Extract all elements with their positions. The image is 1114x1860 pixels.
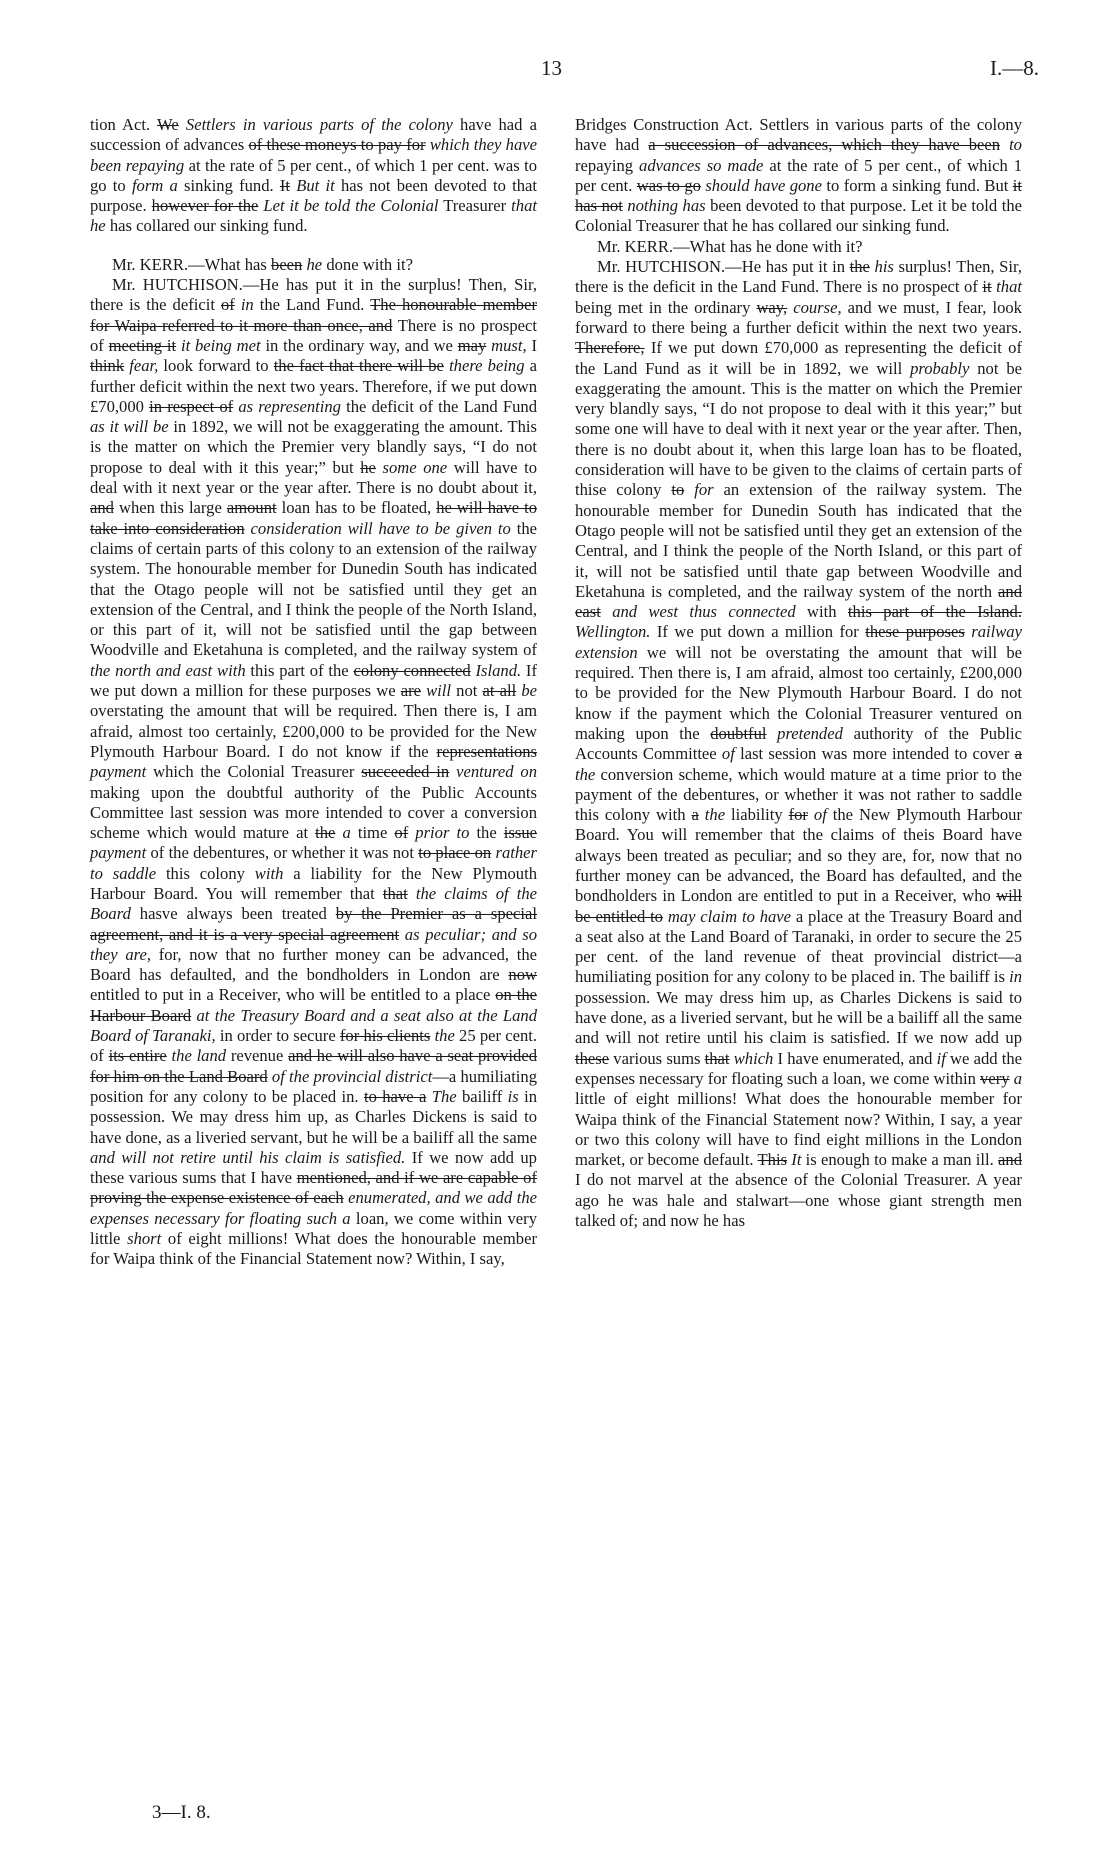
inserted-text: at the Treasury Board and a seat also at the Land Board of Taranaki,	[90, 1005, 537, 1046]
body-text: being met in the ordinary	[575, 297, 757, 317]
body-text: I have enumerated, and	[773, 1048, 937, 1068]
inserted-text: for	[694, 480, 714, 500]
struck-text: in respect of	[149, 396, 234, 416]
body-text: have had a succession of advances	[90, 115, 537, 155]
body-text: the	[469, 823, 504, 843]
body-text: the New Plymouth Harbour Board. You will remember that the claims of theis Board have always been treated as peculiar; and so they are, for, now that no further money can be advanced, the Board has defaulted, and the bondholders in London are entitled to put in a Receiver, who	[575, 805, 1023, 906]
body-text: at the rate of 5 per cent., of which 1 per cent.	[575, 155, 1023, 195]
body-text: Mr. KERR.—What has	[112, 254, 272, 274]
body-text: not be exaggerating the amount. This is the matter on which the Premier very blandly says, “I do not propose to deal with it this year;” but some one will have to deal with it next year or the year after. Then, there is no doubt about it, when this large loan has to be floated, consideration will have to be given to the claims of certain parts of thise colony	[575, 358, 1022, 500]
inserted-text: form a	[131, 175, 178, 195]
inserted-text: which	[733, 1048, 774, 1068]
inserted-text: The	[431, 1086, 457, 1106]
inserted-text: a	[1013, 1068, 1022, 1088]
left-column-revised-text	[90, 115, 537, 1270]
body-text: I do not marvel at the absence of the Colonial Treasurer. A year ago he was hale and stalwart—one whose giant strength men talked of; and now he has	[575, 1170, 1022, 1231]
struck-text: now	[508, 965, 537, 985]
struck-text: We	[157, 115, 179, 134]
body-text: overstating the amount that will be required. Then there is, I am afraid, almost too certainly, £200,000 to be provided for the New Plymouth Harbour Board. I do not know if the	[90, 701, 537, 761]
body-text: not	[451, 681, 483, 701]
body-text: look forward to	[158, 356, 274, 376]
inserted-text: as representing	[238, 396, 341, 416]
inserted-text: Settlers in various parts of the colony	[185, 115, 453, 134]
body-text: sinking fund.	[177, 175, 280, 195]
struck-text: a	[691, 805, 699, 825]
struck-text: and he will also have a seat provided for him on the Land Board	[90, 1046, 537, 1086]
body-text: Mr. HUTCHISON.—He has put it in the surplus! Then, Sir, there is the deficit	[90, 275, 537, 315]
body-text: making upon the doubtful authority of the Public Accounts Committee last session was more intended to cover a conversion scheme which would mature at	[90, 782, 537, 843]
inserted-text: Let it be told the Colonial	[263, 196, 439, 216]
inserted-text: may claim to have	[667, 906, 792, 926]
struck-text: think	[90, 356, 125, 376]
struck-text: of	[220, 295, 235, 315]
inserted-text: in	[240, 295, 254, 315]
struck-text: and	[90, 498, 114, 518]
struck-text: on the Harbour Board	[90, 985, 538, 1025]
inserted-text: railway extension	[575, 622, 1022, 662]
body-text: we will not be overstating the amount that will be required. Then there is, I am afraid, almost too certainly, £200,000 to be provided for the New Plymouth Harbour Board. I do not know if the payment which the Colonial Treasurer ventured on making upon the	[575, 642, 1022, 743]
inserted-text: be	[521, 681, 537, 701]
right-column-final-text	[575, 115, 1022, 1231]
body-text: If we put down a million for	[650, 622, 866, 642]
struck-text: very	[980, 1068, 1010, 1088]
body-text	[684, 480, 694, 499]
inserted-text: he	[306, 254, 323, 274]
paragraph	[575, 237, 1022, 257]
body-text: liability	[725, 805, 789, 825]
struck-text: a succession of advances, which they have been	[648, 135, 1001, 155]
inserted-text: short	[127, 1229, 162, 1249]
struck-text: the	[849, 257, 870, 277]
body-text: this part of the	[245, 660, 354, 680]
struck-text: this part of the Island.	[847, 602, 1022, 622]
body-text: Treasurer	[438, 196, 512, 216]
struck-text: its entire	[108, 1046, 167, 1066]
inserted-text: which they have been repaying	[90, 135, 538, 175]
inserted-text: it being met	[180, 335, 261, 355]
inserted-text: the north and east with	[90, 660, 246, 680]
struck-text: Therefore,	[575, 338, 645, 358]
inserted-text: the land	[171, 1046, 227, 1066]
body-text: possession. We may dress him up, as Charles Dickens is said to have done, as a liveried servant, but he will be a bailiff all the same and will not retire until his claim is satisfied. If we now add up	[575, 987, 1022, 1048]
body-text: surplus! Then, Sir, there is the deficit in the Land Fund. There is no prospect of	[575, 257, 1022, 297]
struck-text: and east	[575, 581, 1022, 622]
inserted-text: and west thus connected	[612, 602, 796, 622]
inserted-text: prior to	[415, 823, 470, 843]
body-text: we add the expenses necessary for floating such a loan, we come within	[575, 1048, 1023, 1088]
inserted-text: the	[434, 1026, 455, 1046]
page-number: 13	[541, 56, 562, 80]
inserted-text: payment	[90, 762, 147, 782]
body-text: revenue	[226, 1046, 289, 1066]
body-text: repaying	[575, 155, 640, 175]
body-text: is enough to make a man ill.	[801, 1150, 999, 1170]
inserted-text: some one	[382, 457, 448, 477]
inserted-text: enumerated, and we add the expenses necessary for floating such a	[90, 1188, 537, 1228]
body-text	[376, 458, 383, 477]
paragraph	[90, 115, 537, 237]
page-reference: I.—8.	[990, 56, 1039, 80]
inserted-text: the	[575, 764, 596, 784]
struck-text: these purposes	[865, 622, 965, 642]
signature-mark: 3—I. 8.	[152, 1802, 211, 1823]
struck-text: of	[394, 823, 409, 843]
body-text: has not been devoted to that purpose.	[90, 175, 537, 216]
body-text: the deficit of the Land Fund	[340, 396, 537, 416]
body-text: time	[350, 823, 395, 843]
struck-text: succeeded in	[361, 762, 450, 782]
inserted-text: that he	[90, 196, 537, 236]
body-text: If we put down £70,000 as representing the deficit of the Land Fund as it will be in 1892, we will	[575, 338, 1022, 378]
inserted-text: Wellington.	[575, 622, 651, 642]
body-text	[179, 115, 186, 134]
paragraph	[90, 275, 537, 1270]
struck-text: for his clients	[339, 1026, 431, 1046]
body-text	[408, 884, 416, 903]
struck-text: doubtful	[710, 723, 767, 743]
body-text: will have to deal with it next year or the year after. There is no doubt about it,	[90, 457, 537, 498]
inserted-text: will	[426, 681, 452, 701]
inserted-text: in	[1009, 967, 1022, 987]
inserted-text: fear,	[129, 356, 159, 376]
struck-text: however for the	[151, 196, 259, 216]
body-text: to form a sinking fund. But	[821, 175, 1013, 195]
inserted-text: rather to saddle	[90, 843, 537, 883]
body-text: 25 per cent. of	[90, 1026, 538, 1066]
struck-text: he will have to take into consideration	[90, 498, 538, 538]
struck-text: it	[982, 277, 992, 297]
struck-text: to	[671, 480, 685, 500]
inserted-text: payment	[90, 843, 147, 863]
inserted-text: of the provincial district	[271, 1066, 433, 1086]
body-text: and we must, I fear, look forward to there being a further deficit within the next two years.	[575, 297, 1022, 337]
inserted-text: But it	[296, 175, 335, 195]
struck-text: The honourable member for Waipa referred to it more than once, and	[90, 295, 537, 335]
struck-text: to have a	[363, 1086, 427, 1106]
inserted-text: that	[996, 277, 1022, 297]
struck-text: This	[757, 1150, 788, 1170]
body-text: in 1892, we will not be exaggerating the amount. This is the matter on which the Premier very blandly says, “I do not propose to deal with it this year;” but	[90, 417, 537, 477]
body-text: Bridges Construction Act. Settlers in various parts of the colony have had	[575, 115, 1022, 155]
body-text: little of eight millions! What does the honourable member for Waipa think of the Financial Statement now? Within, I say, a year or two this colony will have to find eight millions in the London market, or become default.	[575, 1089, 1022, 1170]
inserted-text: of	[721, 744, 735, 764]
inserted-text: must,	[491, 335, 527, 355]
struck-text: may	[457, 335, 487, 355]
struck-text: mentioned, and if we are capable of proving the expense existence of each	[90, 1168, 537, 1208]
struck-text: issue	[503, 823, 537, 843]
body-text: loan has to be floated,	[276, 498, 437, 518]
struck-text: by the Premier as a special agreement, and it is a very special agreement	[90, 904, 537, 944]
inserted-text: pretended	[777, 723, 843, 743]
inserted-text: with	[254, 863, 284, 883]
inserted-text: the	[704, 805, 726, 825]
body-text: various sums	[609, 1048, 705, 1068]
struck-text: the	[315, 823, 336, 843]
body-text	[601, 602, 612, 621]
struck-text: these	[575, 1048, 610, 1068]
struck-text: that	[704, 1048, 730, 1068]
inserted-text: as it will be	[90, 417, 169, 437]
body-text: entitled to put in a Receiver, who will be entitled to a place	[90, 985, 496, 1005]
body-text: this colony	[156, 863, 255, 883]
body-text: in the ordinary way, and we	[260, 335, 458, 355]
struck-text: was to go	[636, 175, 701, 195]
struck-text: will be entitled to	[575, 886, 1022, 926]
inserted-text: Island.	[475, 660, 522, 680]
body-text: in possession. We may dress him up, as Charles Dickens is said to have done, as a liveried servant, but he will be a bailiff all the same	[90, 1086, 537, 1147]
body-text: —a humiliating position for any colony to be placed in.	[90, 1066, 538, 1106]
body-text: of eight millions! What does the honourable member for Waipa think of the Financial Statement now? Within, I say,	[90, 1229, 537, 1269]
inserted-text: there being	[449, 356, 525, 376]
body-text: of the debentures, or whether it was not	[146, 843, 419, 863]
struck-text: at all	[482, 681, 517, 701]
struck-text: It	[279, 175, 291, 195]
body-text: been devoted to that purpose. Let it be told the Colonial Treasurer that he has collared our sinking fund.	[575, 196, 1022, 236]
body-text: conversion scheme, which would mature at a time prior to the payment of the debentures, or whether it was not rather to saddle this colony with	[575, 764, 1022, 825]
struck-text: representations	[436, 741, 537, 761]
inserted-text: ventured on	[456, 762, 537, 782]
body-text	[766, 724, 777, 743]
body-text: There is no prospect of	[90, 315, 537, 355]
paragraph	[575, 257, 1022, 1231]
struck-text: a	[1014, 744, 1022, 764]
struck-text: way,	[756, 297, 788, 317]
struck-text: are	[400, 681, 421, 701]
body-text: in order to secure	[215, 1026, 340, 1046]
body-text: the claims of certain parts of this colony to an extension of the railway system. The honourable member for Dunedin South has indicated that the Otago people will not be satisfied until they get an extension of the Central, and I think the people of the North Island, or this part of it, will not be satisfied until the gap between Woodville and Eketahuna is completed, and the railway system of	[90, 518, 537, 660]
body-text: a liability for the New Plymouth Harbour Board. You will remember that	[90, 863, 537, 903]
inserted-text: should have gone	[705, 175, 822, 195]
inserted-text: course,	[793, 297, 842, 317]
inserted-text: the claims of the Board	[90, 883, 537, 924]
struck-text: to place on	[418, 843, 492, 863]
inserted-text: probably	[910, 358, 970, 378]
inserted-text: nothing has	[627, 196, 706, 216]
inserted-text: consideration will have to be given to	[250, 518, 511, 538]
struck-text: meeting it	[108, 335, 177, 355]
inserted-text: as peculiar; and so they are,	[90, 924, 537, 964]
body-text: an extension of the railway system. The honourable member for Dunedin South has indicated that the Otago people will not be satisfied until they get an extension of the Central, and I think the people of the North Island, or this part of it, will not be satisfied until thate gap between Woodville and Eketahuna is completed, and the railway system of the north	[575, 480, 1022, 601]
body-text: authority of the Public Accounts Committee	[575, 723, 1022, 764]
struck-text: and	[998, 1150, 1022, 1170]
body-text: If we put down a million for these purposes we	[90, 660, 537, 701]
inserted-text: to	[1009, 135, 1022, 155]
struck-text: amount	[226, 498, 277, 518]
body-text: last session was more intended to cover	[734, 744, 1015, 764]
body-text: with	[795, 602, 848, 622]
body-text: a further deficit within the next two years. Therefore, if we put down £70,000	[90, 356, 538, 416]
body-text: has collared our sinking fund.	[105, 216, 308, 236]
paragraph	[575, 115, 1022, 237]
struck-text: of these moneys to pay for	[248, 135, 426, 155]
inserted-text: if	[936, 1048, 946, 1068]
body-text: bailiff	[456, 1086, 508, 1106]
body-text: when this large	[113, 498, 227, 518]
inserted-text: his	[874, 257, 894, 277]
body-text: Mr. HUTCHISON.—He has put it in	[597, 257, 850, 277]
struck-text: he	[360, 457, 376, 477]
body-text: which the Colonial Treasurer	[146, 762, 362, 782]
body-text: the Land Fund.	[253, 295, 371, 315]
struck-text: it has not	[575, 175, 1022, 216]
body-text: Mr. KERR.—What has he done with it?	[597, 236, 863, 256]
body-text	[1000, 135, 1009, 154]
inserted-text: It	[791, 1150, 802, 1170]
body-text: at the rate of 5 per cent., of which 1 per cent. was to go to	[90, 155, 538, 195]
body-text: hasve always been treated	[130, 904, 336, 924]
struck-text: that	[382, 883, 408, 903]
body-text: a place at the Treasury Board and a seat also at the Land Board of Taranaki, in order to secure the 25 per cent. of the land revenue of theat provincial district—a humiliating position for any colony to be placed in. The bailiff is	[575, 906, 1022, 987]
body-text: for, now that no further money can be advanced, the Board has defaulted, and the bondholders in London are	[90, 944, 537, 985]
inserted-text: advances so made	[639, 155, 764, 175]
body-text: I	[526, 335, 537, 355]
body-text: loan, we come within very little	[90, 1208, 537, 1249]
inserted-text: of	[813, 805, 827, 825]
inserted-text: is	[507, 1086, 519, 1106]
struck-text: the fact that there will be	[273, 356, 444, 376]
body-text: tion Act.	[90, 115, 158, 134]
body-text: done with it?	[322, 254, 413, 274]
body-text: If we now add up these various sums that I have	[90, 1147, 537, 1188]
struck-text: been	[271, 254, 303, 274]
inserted-text: and will not retire until his claim is satisfied.	[90, 1147, 406, 1167]
inserted-text: a	[342, 823, 351, 843]
paragraph	[90, 255, 537, 275]
struck-text: colony connected	[353, 660, 471, 680]
struck-text: for	[788, 805, 808, 825]
